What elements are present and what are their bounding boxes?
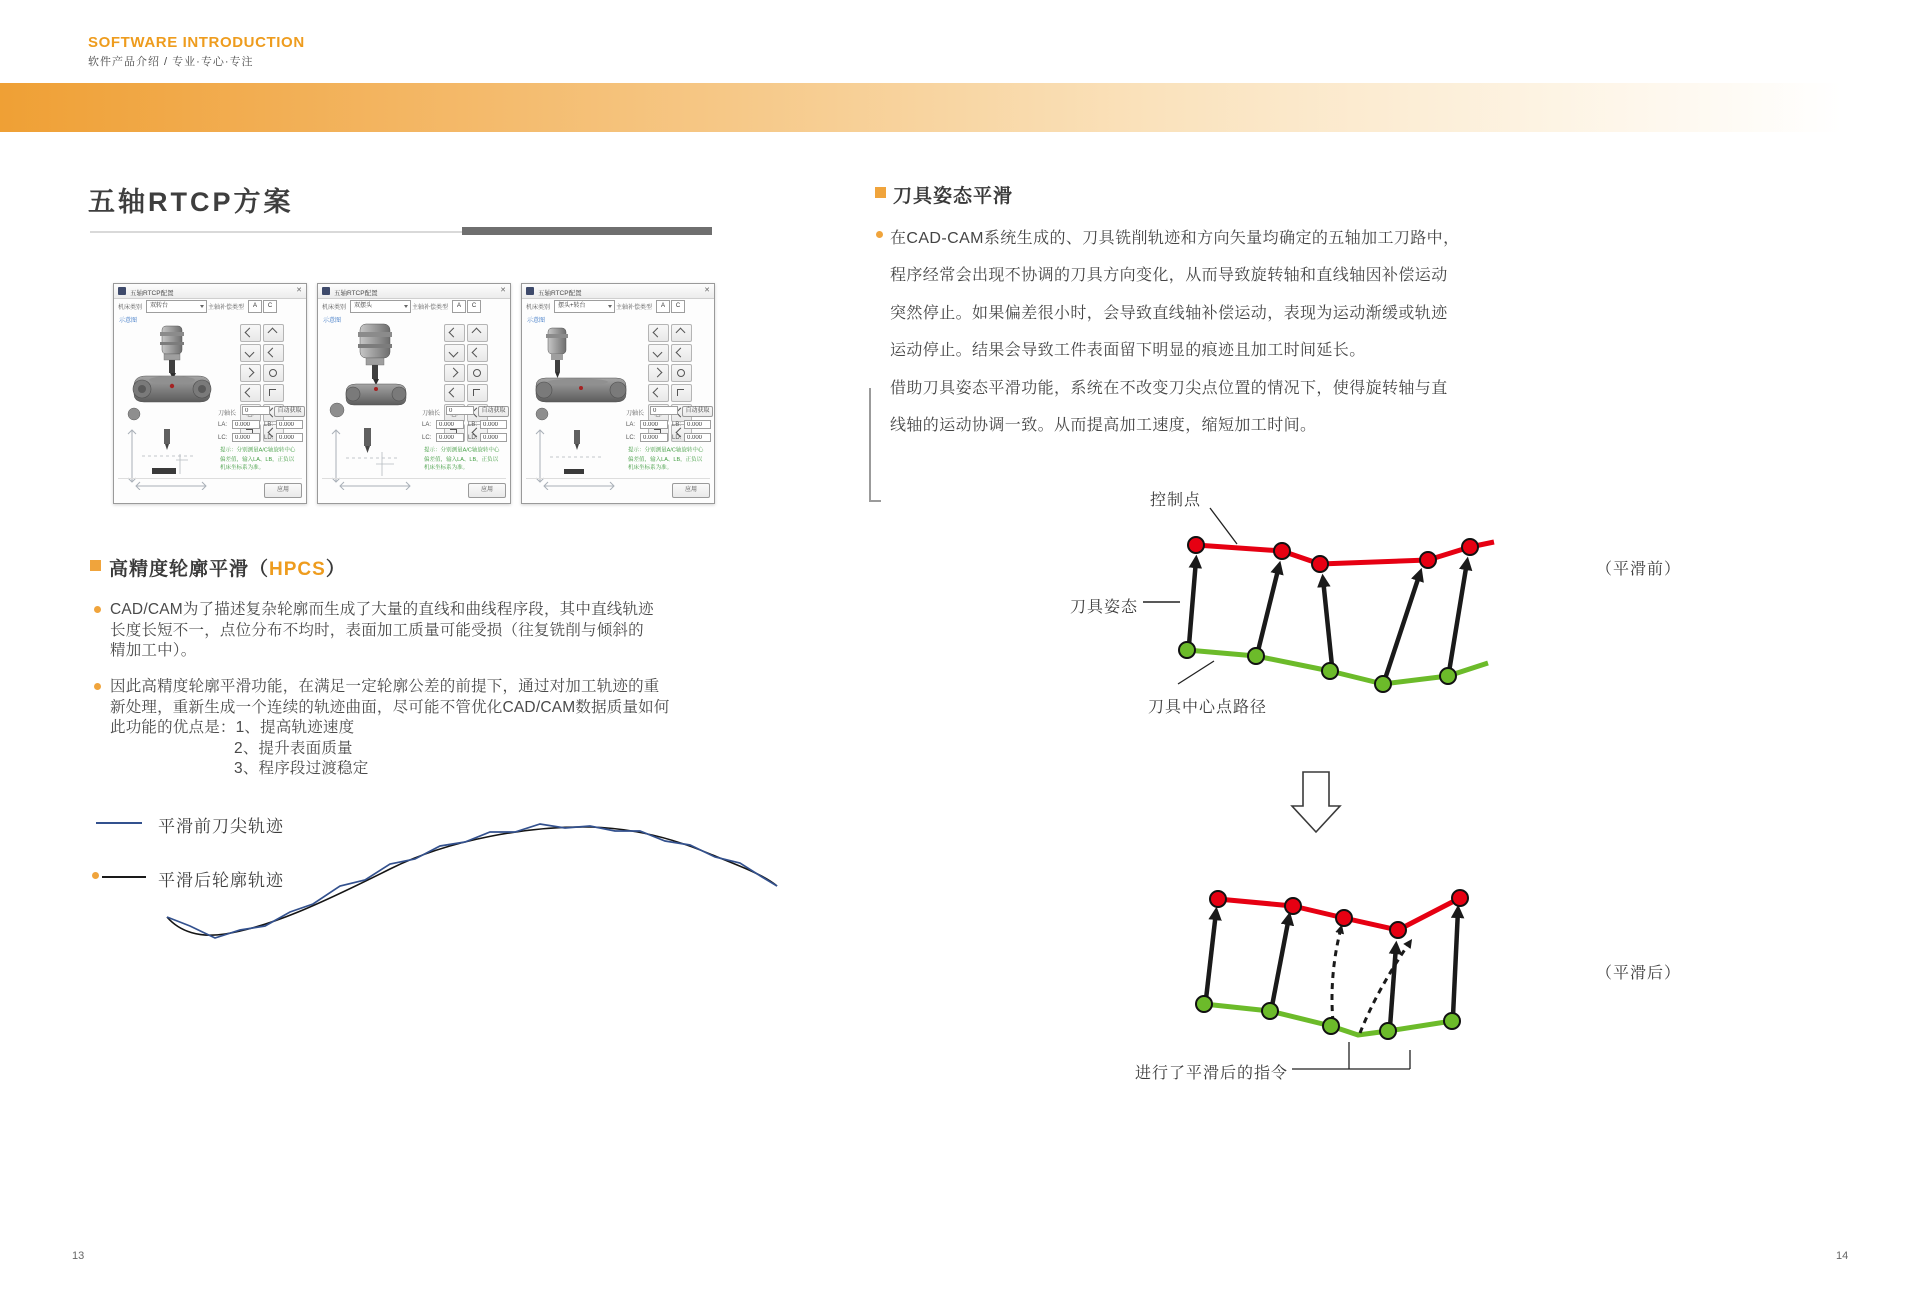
- tool-length-label: 刀轴长: [626, 411, 645, 417]
- apply-button[interactable]: 应用: [672, 483, 710, 498]
- ld-input[interactable]: [276, 433, 303, 442]
- page-number-left: 13: [72, 1250, 85, 1262]
- hpcs-heading-main: 高精度轮廓平滑: [109, 559, 250, 580]
- app-icon: [526, 287, 534, 295]
- paragraph-line: 运动停止。结果会导致工件表面留下明显的痕迹且加工时间延长。: [890, 342, 1366, 359]
- dimension-sketch: [530, 424, 622, 490]
- la-label: LA:: [422, 422, 432, 428]
- dialog-hint-text: 提示：分别测量A/C轴旋转中心偏差值，输入LA、LB，正负以机床坐标系为准。: [424, 447, 500, 472]
- hpcs-paragraph-1: [110, 600, 654, 662]
- close-icon[interactable]: ✕: [500, 287, 506, 294]
- tool-length-input[interactable]: [650, 406, 678, 415]
- smoothing-curve-figure: [150, 805, 810, 955]
- section-title: 五轴RTCP方案: [88, 187, 294, 217]
- dialog-separator: [118, 478, 302, 479]
- paragraph-line: 因此高精度轮廓平滑功能，在满足一定轮廓公差的前提下，通过对加工轨迹的重: [110, 678, 660, 695]
- lb-input[interactable]: [276, 420, 303, 429]
- axis-jog-button[interactable]: [467, 384, 488, 402]
- axis-jog-button[interactable]: [648, 364, 669, 382]
- apply-button[interactable]: 应用: [264, 483, 302, 498]
- axis-jog-button[interactable]: [240, 384, 261, 402]
- bullet-dot-icon: [94, 606, 101, 613]
- axis-jog-button[interactable]: [648, 324, 669, 342]
- control-point-label: 控制点: [1150, 492, 1202, 509]
- axis-jog-button[interactable]: [671, 364, 692, 382]
- bullet-dot-icon: [876, 231, 883, 238]
- axis-jog-button[interactable]: [467, 364, 488, 382]
- spindle-comp-label: 主轴补偿类型: [616, 305, 653, 311]
- dialog-separator: [526, 478, 710, 479]
- lb-label: LB:: [468, 422, 478, 428]
- app-icon: [118, 287, 126, 295]
- axis-jog-button[interactable]: [444, 384, 465, 402]
- app-icon: [322, 287, 330, 295]
- lb-input[interactable]: [684, 420, 711, 429]
- lb-label: LB:: [672, 422, 682, 428]
- machine-type-select[interactable]: 双转台: [146, 300, 207, 313]
- axis-c-select[interactable]: C: [467, 300, 481, 313]
- axis-jog-button[interactable]: [240, 344, 261, 362]
- machine-type-select[interactable]: 摆头+转台: [554, 300, 615, 313]
- header-gradient-bar: [0, 83, 1919, 132]
- rtcp-dialog-2: [317, 283, 511, 504]
- lc-label: LC:: [626, 435, 636, 441]
- page-subtitle: 软件产品介绍 / 专业·专心·专注: [88, 56, 254, 68]
- bullet-dot-icon: [94, 683, 101, 690]
- dialog-titlebar[interactable]: [318, 284, 510, 299]
- axis-a-select[interactable]: A: [248, 300, 262, 313]
- lb-input[interactable]: [480, 420, 507, 429]
- divider-accent: [462, 227, 712, 235]
- spindle-comp-label: 主轴补偿类型: [412, 305, 449, 311]
- ld-label: LD:: [672, 435, 682, 441]
- ld-input[interactable]: [480, 433, 507, 442]
- axis-jog-button[interactable]: [263, 344, 284, 362]
- rtcp-dialog-1: [113, 283, 307, 504]
- hpcs-paren-open: （: [249, 559, 270, 580]
- dialog-title: 五轴RTCP配置: [130, 289, 174, 297]
- preview-link[interactable]: 示意图: [527, 318, 546, 324]
- axis-jog-button[interactable]: [467, 324, 488, 342]
- paragraph-line: 突然停止。如果偏差很小时，会导致直线轴补偿运动，表现为运动渐缓或轨迹: [890, 305, 1448, 322]
- dialog-titlebar[interactable]: [114, 284, 306, 299]
- axis-jog-button[interactable]: [467, 344, 488, 362]
- rtcp-dialog-3: [521, 283, 715, 504]
- axis-jog-button[interactable]: [444, 344, 465, 362]
- tool-center-path-label: 刀具中心点路径: [1148, 699, 1268, 716]
- machine-preview-image: [528, 322, 632, 422]
- dialog-title: 五轴RTCP配置: [334, 289, 378, 297]
- close-icon[interactable]: ✕: [704, 287, 710, 294]
- paragraph-line: 此功能的优点是：1、提高轨迹速度: [110, 719, 355, 736]
- smoothed-command-label: 进行了平滑后的指令: [1134, 1065, 1288, 1082]
- la-input[interactable]: [436, 420, 464, 429]
- lc-label: LC:: [218, 435, 228, 441]
- lc-input[interactable]: [640, 433, 668, 442]
- axis-jog-button[interactable]: [444, 324, 465, 342]
- axis-a-select[interactable]: A: [656, 300, 670, 313]
- axis-jog-button[interactable]: [648, 384, 669, 402]
- dialog-titlebar[interactable]: [522, 284, 714, 299]
- axis-jog-button[interactable]: [671, 324, 692, 342]
- scan-artifact-line: [869, 388, 871, 502]
- paragraph-line: 线轴的运动协调一致。从而提高加工速度，缩短加工时间。: [890, 417, 1317, 434]
- axis-jog-button[interactable]: [263, 384, 284, 402]
- dimension-sketch: [326, 424, 418, 490]
- axis-jog-button[interactable]: [671, 384, 692, 402]
- legend-after-label: 平滑后轮廓轨迹: [158, 871, 284, 890]
- axis-jog-button[interactable]: [444, 364, 465, 382]
- hpcs-paren-close: ）: [325, 559, 346, 580]
- machine-type-select[interactable]: 双摆头: [350, 300, 411, 313]
- dialog-separator: [322, 478, 506, 479]
- axis-jog-button[interactable]: [263, 324, 284, 342]
- dialog-title: 五轴RTCP配置: [538, 289, 582, 297]
- square-bullet-icon: [90, 560, 101, 571]
- lc-input[interactable]: [232, 433, 260, 442]
- paragraph-line: CAD/CAM为了描述复杂轮廓而生成了大量的直线和曲线程序段，其中直线轨迹: [110, 601, 654, 618]
- axis-c-select[interactable]: C: [671, 300, 685, 313]
- la-label: LA:: [218, 422, 228, 428]
- ld-label: LD:: [468, 435, 478, 441]
- paragraph-line: 程序经常会出现不协调的刀具方向变化，从而导致旋转轴和直线轴因补偿运动: [890, 267, 1448, 284]
- paragraph-line: 新处理，重新生成一个连续的轨迹曲面，尽可能不管优化CAD/CAM数据质量如何: [110, 698, 670, 716]
- axis-a-select[interactable]: A: [452, 300, 466, 313]
- ld-input[interactable]: [684, 433, 711, 442]
- auto-get-button[interactable]: 自动获取: [478, 406, 509, 417]
- dialog-hint-text: 提示：分别测量A/C轴旋转中心偏差值，输入LA、LB，正负以机床坐标系为准。: [628, 447, 704, 472]
- square-bullet-icon: [875, 187, 886, 198]
- after-caption: （平滑后）: [1596, 965, 1682, 982]
- paragraph-line: 精加工中）。: [110, 642, 197, 659]
- la-input[interactable]: [640, 420, 668, 429]
- legend-dot-icon: [92, 872, 99, 879]
- paragraph-line: 长度长短不一，点位分布不均时，表面加工质量可能受损（往复铣削与倾斜的: [110, 621, 644, 639]
- preview-link[interactable]: 示意图: [119, 318, 138, 324]
- axis-jog-button[interactable]: [671, 344, 692, 362]
- lc-label: LC:: [422, 435, 432, 441]
- preview-link[interactable]: 示意图: [323, 318, 342, 324]
- paragraph-line: 借助刀具姿态平滑功能，系统在不改变刀尖点位置的情况下，使得旋转轴与直: [890, 380, 1448, 397]
- apply-button[interactable]: 应用: [468, 483, 506, 498]
- hpcs-paragraph-2: [110, 677, 670, 780]
- lc-input[interactable]: [436, 433, 464, 442]
- dialog-hint-text: 提示：分别测量A/C轴旋转中心偏差值，输入LA、LB，正负以机床坐标系为准。: [220, 447, 296, 472]
- advantage-item: 2、提升表面质量: [234, 739, 353, 757]
- legend-line-before-icon: [96, 822, 142, 824]
- machine-preview-image: [324, 322, 428, 422]
- la-input[interactable]: [232, 420, 260, 429]
- axis-jog-button[interactable]: [240, 324, 261, 342]
- auto-get-button[interactable]: 自动获取: [274, 406, 305, 417]
- hpcs-acronym: HPCS: [269, 559, 326, 580]
- auto-get-button[interactable]: 自动获取: [682, 406, 713, 417]
- machine-type-label: 机床类别: [526, 305, 551, 311]
- before-caption: （平滑前）: [1596, 561, 1682, 578]
- posture-diagrams: [940, 470, 1680, 1110]
- machine-type-label: 机床类别: [118, 305, 143, 311]
- chevron-down-icon: [404, 305, 408, 308]
- legend-before-label: 平滑前刀尖轨迹: [158, 817, 284, 836]
- close-icon[interactable]: ✕: [296, 287, 302, 294]
- legend-line-after-icon: [102, 876, 146, 878]
- axis-jog-button[interactable]: [648, 344, 669, 362]
- spindle-comp-label: 主轴补偿类型: [208, 305, 245, 311]
- tool-posture-label: 刀具姿态: [1070, 599, 1139, 616]
- page-number-right: 14: [1836, 1250, 1849, 1262]
- axis-jog-button[interactable]: [240, 364, 261, 382]
- la-label: LA:: [626, 422, 636, 428]
- machine-type-label: 机床类别: [322, 305, 347, 311]
- tool-length-label: 刀轴长: [218, 411, 237, 417]
- axis-jog-button[interactable]: [263, 364, 284, 382]
- scan-artifact-line: [869, 500, 881, 502]
- advantage-item: 3、程序段过渡稳定: [234, 760, 369, 777]
- dimension-sketch: [122, 424, 214, 490]
- paragraph-line: 在CAD-CAM系统生成的、刀具铣削轨迹和方向矢量均确定的五轴加工刀路中，: [890, 230, 1460, 247]
- page-title: SOFTWARE INTRODUCTION: [88, 34, 305, 51]
- chevron-down-icon: [608, 305, 612, 308]
- lb-label: LB:: [264, 422, 274, 428]
- divider-line: [90, 231, 462, 233]
- tool-length-label: 刀轴长: [422, 411, 441, 417]
- ld-label: LD:: [264, 435, 274, 441]
- machine-preview-image: [120, 322, 224, 422]
- hpcs-heading: [109, 554, 346, 581]
- tool-length-input[interactable]: [242, 406, 270, 415]
- posture-heading: 刀具姿态平滑: [893, 186, 1014, 207]
- axis-c-select[interactable]: C: [263, 300, 277, 313]
- tool-length-input[interactable]: [446, 406, 474, 415]
- chevron-down-icon: [200, 305, 204, 308]
